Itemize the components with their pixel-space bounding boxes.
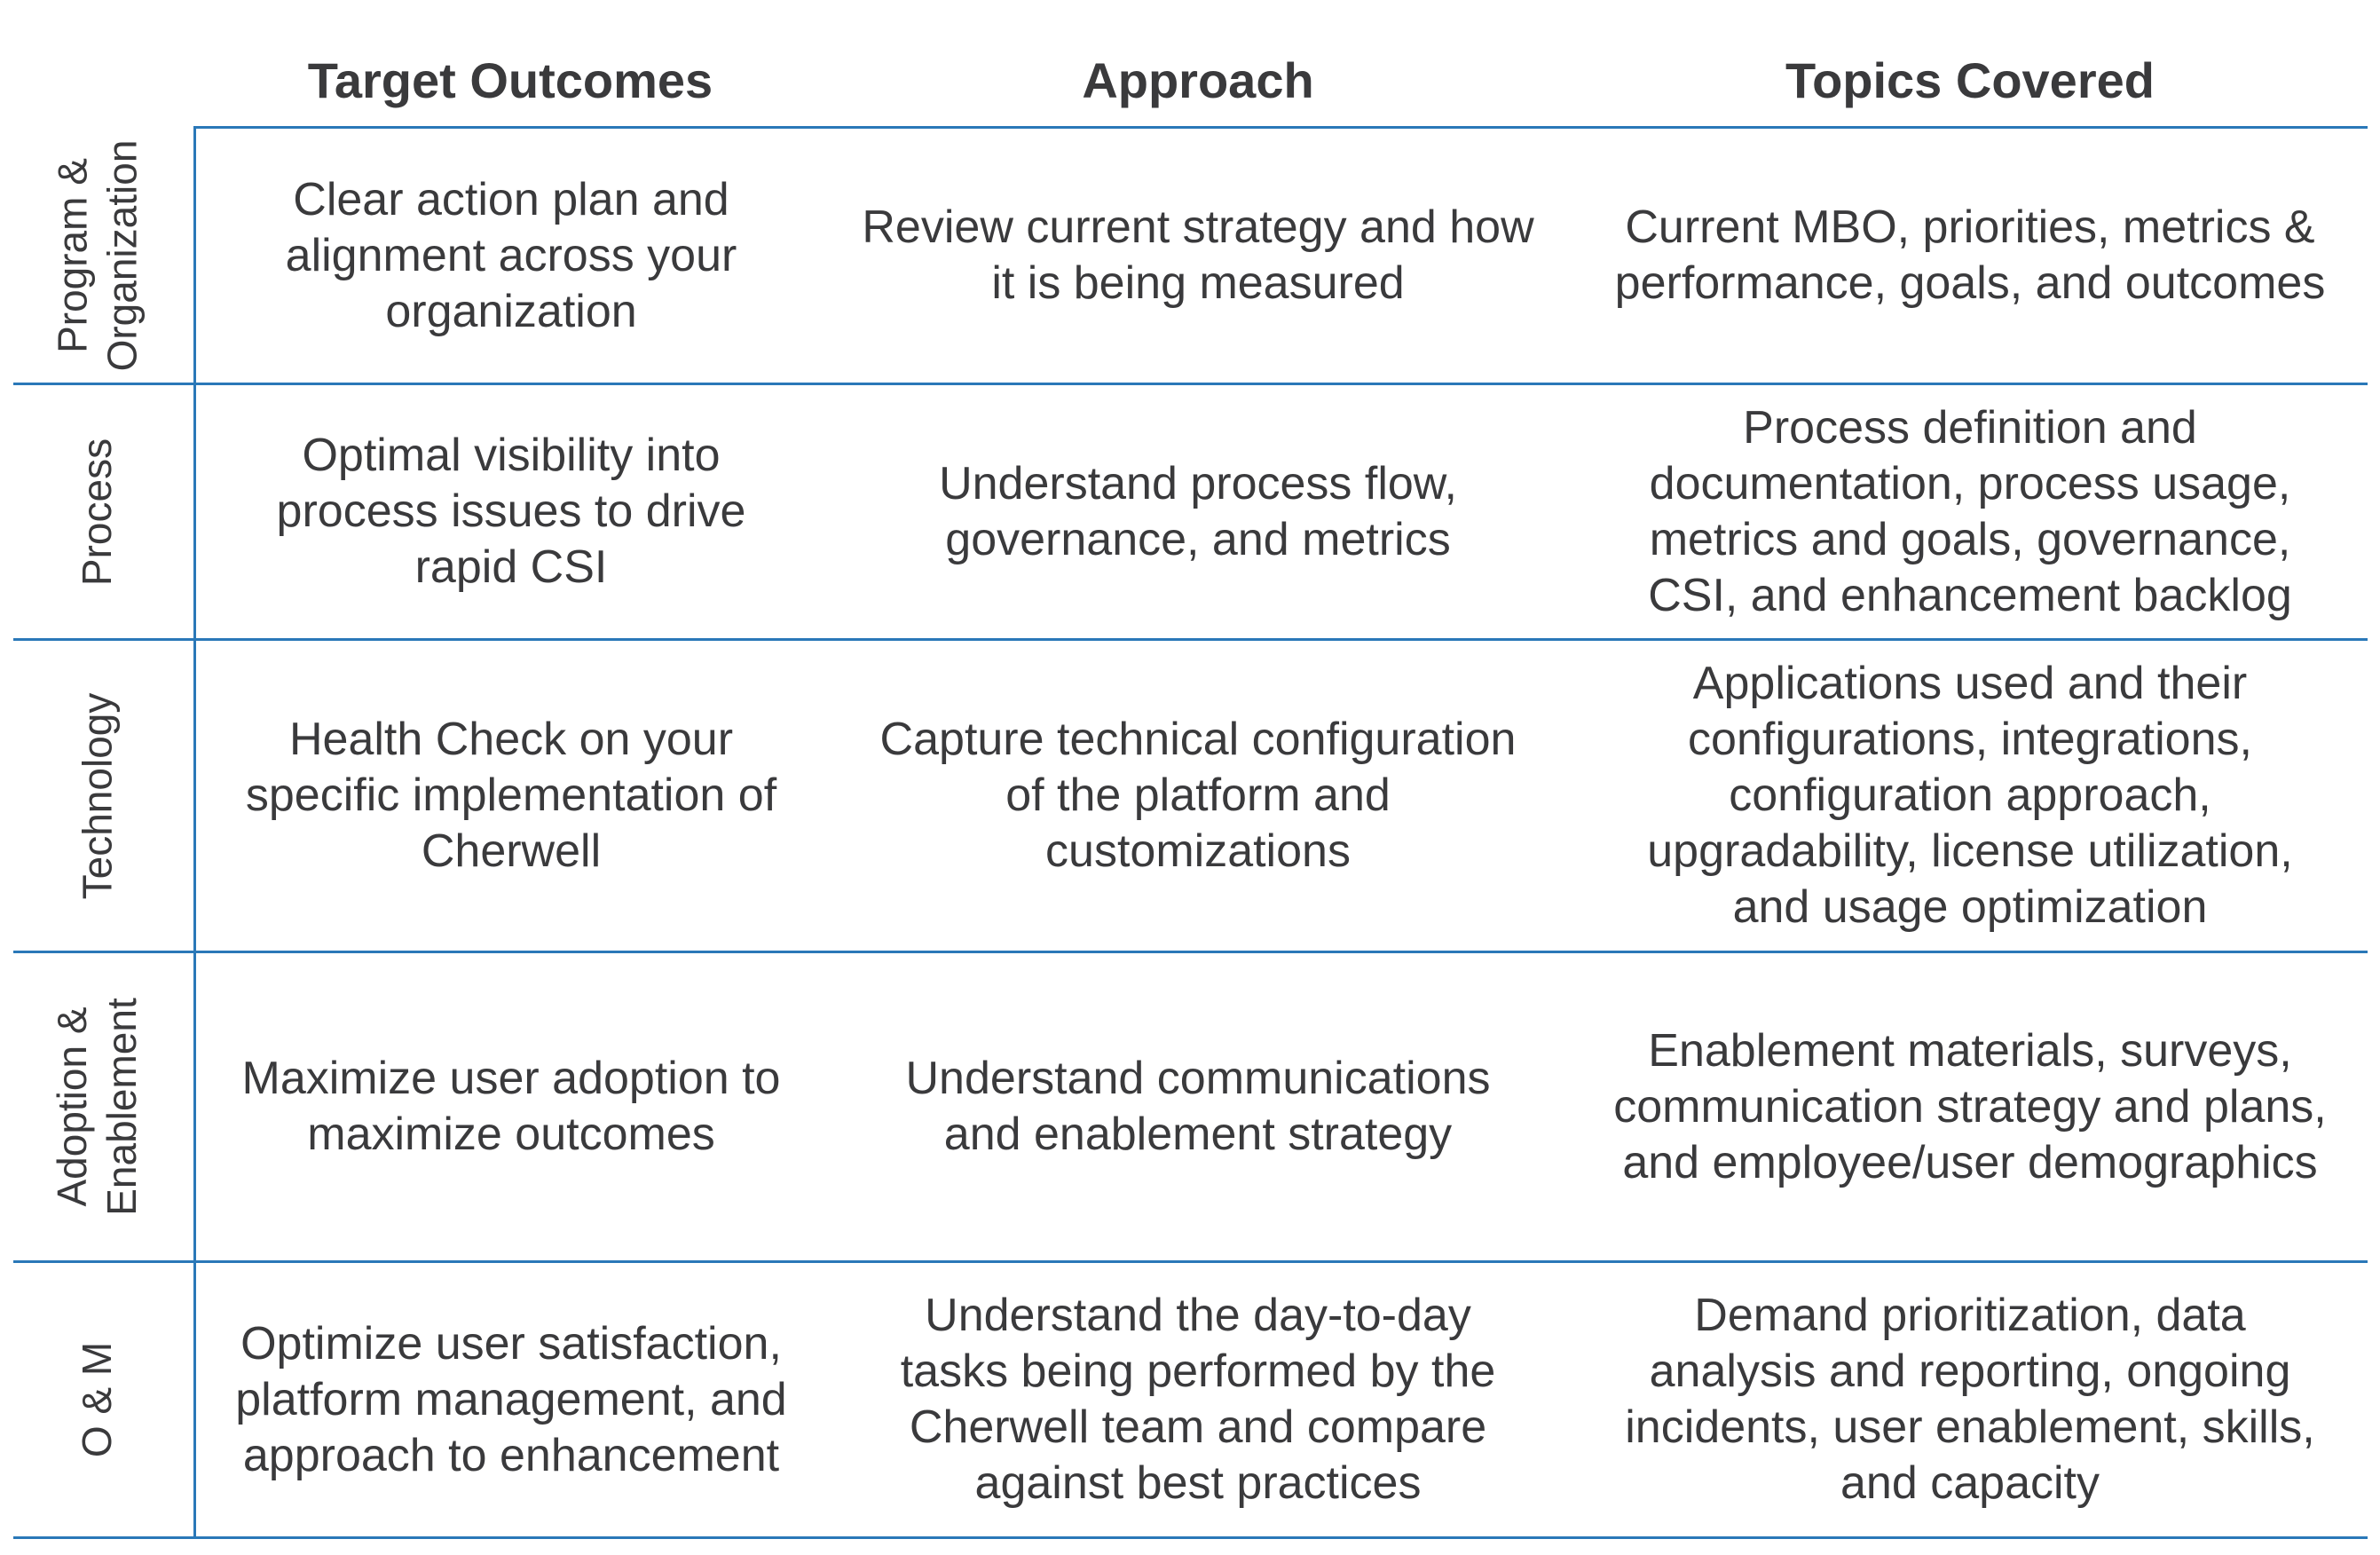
cell-text: Understand process flow, governance, and metrics xyxy=(939,457,1457,565)
cell-text: Demand prioritization, data analysis and reporting, ongoing incidents, user enablement, skills, and capacity xyxy=(1625,1290,2315,1509)
approach-cell xyxy=(825,129,1571,383)
column-header-topics-covered: Topics Covered xyxy=(1785,51,2155,108)
table-row-o-and-m xyxy=(0,1263,2380,1536)
table-row-technology xyxy=(0,641,2380,951)
row-label-text: Program & Organization xyxy=(49,139,146,372)
target-outcome-cell xyxy=(197,641,825,951)
row-label-text: Process xyxy=(73,438,120,586)
cell-text: Capture technical configuration of the platform and customizations xyxy=(879,714,1517,877)
topics-covered-cell xyxy=(1571,129,2369,383)
row-label xyxy=(0,1263,193,1536)
cell-text: Understand communications and enablement strategy xyxy=(905,1053,1491,1160)
approach-cell xyxy=(825,385,1571,638)
topics-covered-cell xyxy=(1571,641,2369,951)
table-row-program-organization xyxy=(0,129,2380,383)
cell-text: Understand the day-to-day tasks being performed by the Cherwell team and compare against best practices xyxy=(900,1290,1496,1509)
row-label xyxy=(0,129,193,383)
target-outcome-cell xyxy=(197,953,825,1260)
row-label xyxy=(0,953,193,1260)
topics-covered-cell xyxy=(1571,1263,2369,1536)
row-label-text: Adoption & Enablement xyxy=(49,998,145,1216)
cell-text: Optimize user satisfaction, platform management, and approach to enhancement xyxy=(235,1317,787,1481)
row-label-text: O & M xyxy=(74,1341,120,1458)
approach-cell xyxy=(825,641,1571,951)
cell-text: Clear action plan and alignment across your organization xyxy=(285,173,737,337)
row-label xyxy=(0,385,193,638)
approach-cell xyxy=(825,1263,1571,1536)
cell-text: Review current strategy and how it is being measured xyxy=(862,201,1534,309)
cell-text: Maximize user adoption to maximize outcomes xyxy=(241,1053,781,1160)
row-label xyxy=(0,641,193,951)
table-row-process xyxy=(0,385,2380,638)
cell-text: Applications used and their configurations, integrations, configuration approach, upgradability, license utilization, and usage optimization xyxy=(1647,658,2293,933)
cell-text: Enablement materials, surveys, communication strategy and plans, and employee/user demographics xyxy=(1613,1024,2327,1188)
approach-cell xyxy=(825,953,1571,1260)
cell-text: Health Check on your specific implementation of Cherwell xyxy=(245,714,777,877)
target-outcome-cell xyxy=(197,385,825,638)
table-row-adoption-enablement xyxy=(0,953,2380,1260)
target-outcome-cell xyxy=(197,1263,825,1536)
column-header-target-outcomes: Target Outcomes xyxy=(307,51,713,108)
cell-text: Process definition and documentation, process usage, metrics and goals, governance, CSI, and enhancement backlog xyxy=(1648,401,2292,621)
column-header-approach: Approach xyxy=(1082,51,1314,108)
topics-covered-cell xyxy=(1571,385,2369,638)
cell-text: Current MBO, priorities, metrics & performance, goals, and outcomes xyxy=(1614,201,2326,309)
target-outcome-cell xyxy=(197,129,825,383)
topics-covered-cell xyxy=(1571,953,2369,1260)
row-label-text: Technology xyxy=(74,692,120,899)
cell-text: Optimal visibility into process issues to drive rapid CSI xyxy=(276,430,746,593)
table-bottom-rule xyxy=(13,1536,2368,1539)
